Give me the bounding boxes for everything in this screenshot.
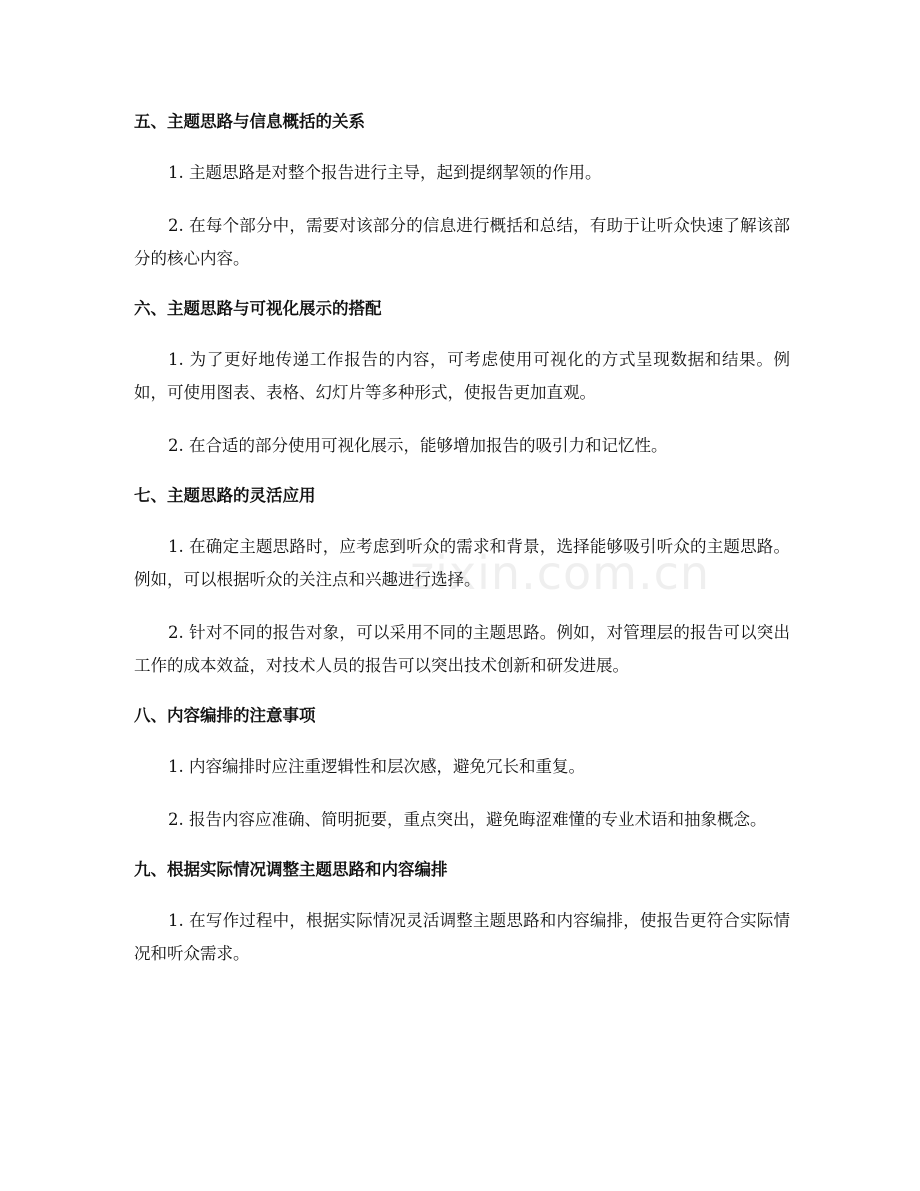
paragraph: 1. 在确定主题思路时，应考虑到听众的需求和背景，选择能够吸引听众的主题思路。例如，可以根据听众的关注点和兴趣进行选择。 — [134, 537, 790, 589]
section-heading: 九、根据实际情况调整主题思路和内容编排 — [134, 860, 448, 879]
section-5 — [134, 108, 790, 275]
document-body — [134, 108, 790, 990]
section-8 — [134, 702, 790, 836]
section-6 — [134, 295, 790, 462]
section-heading: 八、内容编排的注意事项 — [134, 706, 316, 725]
paragraph: 1. 在写作过程中，根据实际情况灵活调整主题思路和内容编排，使报告更符合实际情况和听众需求。 — [134, 911, 790, 963]
watermark: zixin.com.cn — [410, 546, 711, 600]
section-heading: 七、主题思路的灵活应用 — [134, 486, 316, 505]
paragraph: 1. 为了更好地传递工作报告的内容，可考虑使用可视化的方式呈现数据和结果。例如，可使用图表、表格、幻灯片等多种形式，使报告更加直观。 — [134, 350, 790, 402]
section-heading: 五、主题思路与信息概括的关系 — [134, 112, 365, 131]
section-9 — [134, 856, 790, 970]
section-heading: 六、主题思路与可视化展示的搭配 — [134, 299, 382, 318]
section-7 — [134, 482, 790, 682]
paragraph: 2. 在每个部分中，需要对该部分的信息进行概括和总结，有助于让听众快速了解该部分的核心内容。 — [134, 216, 790, 268]
paragraph: 1. 内容编排时应注重逻辑性和层次感，避免冗长和重复。 — [168, 757, 585, 776]
paragraph: 1. 主题思路是对整个报告进行主导，起到提纲挈领的作用。 — [168, 163, 602, 182]
paragraph: 2. 报告内容应准确、简明扼要，重点突出，避免晦涩难懂的专业术语和抽象概念。 — [168, 810, 767, 829]
paragraph: 2. 针对不同的报告对象，可以采用不同的主题思路。例如，对管理层的报告可以突出工作的成本效益，对技术人员的报告可以突出技术创新和研发进展。 — [134, 623, 790, 675]
paragraph: 2. 在合适的部分使用可视化展示，能够增加报告的吸引力和记忆性。 — [168, 436, 668, 455]
